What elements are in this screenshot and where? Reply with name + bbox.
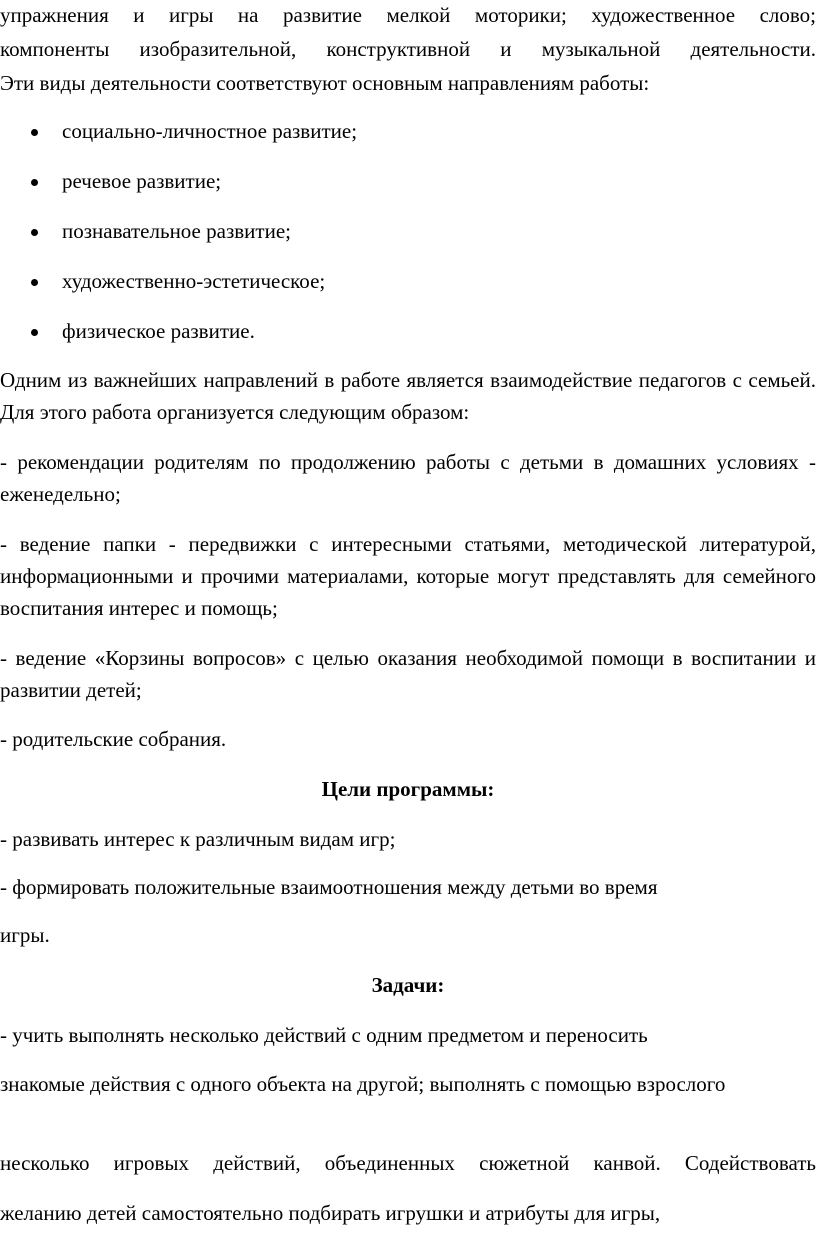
- bullet-item: [0, 166, 816, 197]
- bullet-text: речевое развитие;: [62, 169, 222, 193]
- family-item: - ведение «Корзины вопросов» с целью оказания необходимой помощи в воспитании и развитии детей;: [0, 646, 816, 702]
- tasks-heading: Задачи:: [371, 973, 445, 997]
- bullet-dot-icon: [31, 229, 38, 236]
- bullet-text: социально-личностное развитие;: [62, 119, 358, 143]
- bullet-dot-icon: [31, 329, 38, 336]
- bullet-dot-icon: [31, 129, 38, 136]
- bullet-text: физическое развитие.: [62, 319, 255, 343]
- intro-line-3: Эти виды деятельности соответствуют основным направлениям работы:: [0, 71, 650, 95]
- task-line: желанию детей самостоятельно подбирать игрушки и атрибуты для игры,: [0, 1201, 661, 1225]
- bullet-item: [0, 316, 816, 347]
- goal-item: - развивать интерес к различным видам игр;: [0, 827, 396, 851]
- intro-line-1: упражнения и игры на развитие мелкой моторики; художественное слово;: [0, 3, 816, 27]
- goal-item: - формировать положительные взаимоотношения между детьми во время: [0, 875, 658, 899]
- bullet-item: [0, 116, 816, 147]
- bullet-item: [0, 216, 816, 247]
- task-line: знакомые действия с одного объекта на другой; выполнять с помощью взрослого: [0, 1072, 726, 1096]
- task-line: - учить выполнять несколько действий с одним предметом и переносить: [0, 1023, 648, 1047]
- bullet-item: [0, 266, 816, 297]
- task-line: несколько игровых действий, объединенных сюжетной канвой. Содействовать: [0, 1151, 816, 1175]
- goal-item-continued: игры.: [0, 923, 50, 947]
- family-paragraph: Одним из важнейших направлений в работе является взаимодействие педагогов с семьей. Для этого работа организуется следующим образом:: [0, 368, 816, 424]
- bullet-text: познавательное развитие;: [62, 219, 291, 243]
- family-item: - ведение папки - передвижки с интересными статьями, методической литературой, информационными и прочими материалами, которые могут представлять для семейного воспитания интерес и помощь;: [0, 532, 816, 620]
- bullet-dot-icon: [31, 279, 38, 286]
- family-item: - родительские собрания.: [0, 727, 227, 751]
- bullet-dot-icon: [31, 179, 38, 186]
- family-item: - рекомендации родителям по продолжению работы с детьми в домашних условиях - еженедельно;: [0, 450, 816, 506]
- goals-heading: Цели программы:: [321, 777, 495, 801]
- bullet-text: художественно-эстетическое;: [62, 269, 326, 293]
- intro-line-2: компоненты изобразительной, конструктивной и музыкальной деятельности.: [0, 37, 816, 61]
